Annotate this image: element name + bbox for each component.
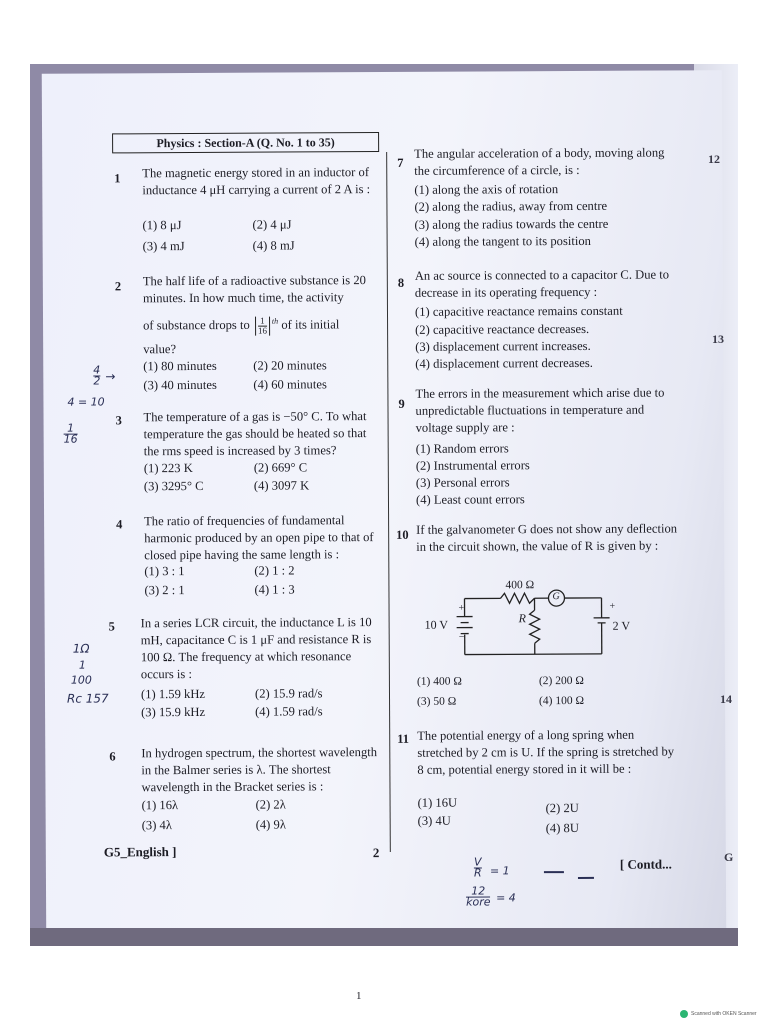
question-text: The half life of a radioactive substance is 20 minutes. In how much time, the activity	[142, 273, 366, 306]
right-battery-plus: +	[609, 600, 616, 612]
photo-bottom-edge	[30, 928, 738, 946]
handwritten-fraction: V R	[473, 855, 482, 880]
booklet-code: G5_English ]	[103, 844, 177, 860]
option: (4) Least count errors	[415, 492, 525, 507]
question-text-line: value?	[143, 342, 177, 357]
option: (1) 8 μJ	[142, 218, 182, 233]
question-number: 11	[397, 731, 410, 746]
option: (3) 3295° C	[143, 478, 204, 494]
option: (3) displacement current increases.	[415, 338, 591, 354]
adjacent-page-number: 13	[712, 332, 724, 346]
option: (2) 2U	[545, 800, 579, 816]
option: (3) 4U	[417, 813, 451, 828]
resistor-label-top: 400 Ω	[505, 579, 535, 592]
question-text: The ratio of frequencies of fundamental harmonic produced by an open pipe to that of closed pipe having the same length is :	[144, 513, 374, 563]
left-battery-plus: +	[458, 602, 465, 614]
option: (2) 20 minutes	[253, 358, 327, 373]
fraction: $\frac{1}{16}$	[255, 316, 270, 335]
handwritten-note: 1	[78, 658, 86, 672]
question-number: 6	[109, 749, 116, 764]
handwritten-note: 1Ω	[72, 641, 90, 656]
option: (3) 50 Ω	[417, 695, 457, 708]
question-text: If the galvanometer G does not show any deflection in the circuit shown, the value of R is given by :	[416, 521, 678, 554]
question-text: The potential energy of a long spring when stretched by 2 cm is U. If the spring is stretched by 8 cm, potential energy stored in it will be :	[417, 727, 675, 777]
column-divider	[386, 152, 391, 852]
left-battery-minus: −	[458, 631, 465, 643]
question-number: 2	[114, 279, 122, 294]
option: (2) Instrumental errors	[415, 458, 530, 473]
option: (4) 8 mJ	[252, 238, 295, 253]
option: (2) along the radius, away from centre	[414, 198, 608, 214]
option: (4) 9λ	[255, 817, 286, 832]
question-text: In a series LCR circuit, the inductance L is 10 mH, capacitance C is 1 μF and resistance R is 100 Ω. The frequency at which resonance occurs is :	[140, 615, 372, 682]
option: (1) capacitive reactance remains constant	[414, 303, 623, 319]
handwritten-scribble	[578, 877, 594, 879]
option: (4) 100 Ω	[539, 694, 585, 708]
handwritten-scribble	[544, 871, 564, 873]
left-battery-label: 10 V	[424, 617, 449, 632]
option: (4) displacement current decreases.	[415, 355, 593, 371]
handwritten-note: Rc 157	[66, 691, 109, 706]
question-number: 8	[397, 275, 405, 290]
handwritten-fraction: 1 16	[63, 421, 78, 446]
option: (4) 60 minutes	[253, 377, 327, 392]
question-number: 9	[398, 396, 405, 411]
option: (3) along the radius towards the centre	[414, 216, 609, 232]
resistor-label-r: R	[518, 611, 526, 626]
exam-sheet	[42, 70, 727, 939]
right-battery-label: 2 V	[612, 618, 631, 633]
option: (2) capacitive reactance decreases.	[415, 321, 590, 337]
option: (1) 3 : 1	[144, 564, 185, 579]
handwritten-note: 100	[70, 673, 92, 687]
option: (4) 8U	[545, 820, 579, 836]
question-text: In hydrogen spectrum, the shortest wavelength in the Balmer series is λ. The shortest wavelength in the Bracket series is :	[141, 745, 378, 795]
question-text: An ac source is connected to a capacitor C. Due to decrease in its operating frequency :	[414, 267, 670, 300]
option: (1) 400 Ω	[416, 675, 462, 688]
question-text: The magnetic energy stored in an inductor of inductance 4 μH carrying a current of 2 A is :	[142, 165, 371, 198]
handwritten-fraction: 12 kore	[466, 884, 491, 909]
question-number: 10	[396, 527, 409, 542]
question-text-line: of substance drops to $\frac{1}{16}$ $^{th}$ of its initial	[143, 315, 340, 336]
scanner-logo-icon	[680, 1010, 688, 1018]
scanner-watermark: Scanned with OKEN Scanner	[680, 1010, 757, 1018]
option: (1) 223 K	[143, 461, 193, 476]
option: (3) 15.9 kHz	[141, 704, 206, 720]
option: (1) 16λ	[141, 798, 179, 813]
option: (2) 669° C	[253, 460, 308, 475]
option: (1) 16U	[417, 795, 458, 810]
option: (4) along the tangent to its position	[414, 233, 591, 249]
option: (1) 1.59 kHz	[140, 686, 206, 702]
option: (4) 3097 K	[253, 478, 310, 493]
option: (3) 40 minutes	[143, 377, 217, 393]
section-header: Physics : Section-A (Q. No. 1 to 35)	[156, 135, 335, 151]
question-number: 4	[116, 517, 123, 532]
handwritten-arrow: →	[105, 369, 116, 384]
option: (3) Personal errors	[415, 475, 510, 490]
option: (1) 80 minutes	[143, 358, 217, 374]
adjacent-page-number: G	[724, 850, 734, 864]
option: (2) 1 : 2	[254, 563, 295, 578]
handwritten-fraction: 4 2	[93, 363, 101, 388]
option: (2) 200 Ω	[538, 674, 584, 688]
question-text: The angular acceleration of a body, moving along the circumference of a circle, is :	[414, 145, 665, 178]
option: (4) 1 : 3	[254, 582, 295, 597]
handwritten-note: = 4	[496, 891, 516, 905]
handwritten-note: = 1	[489, 864, 510, 878]
page-number: 2	[372, 845, 380, 861]
question-number: 3	[115, 413, 122, 428]
option: (3) 4 mJ	[142, 239, 185, 254]
handwritten-note: 4 = 10	[67, 395, 105, 409]
option: (1) along the axis of rotation	[414, 182, 559, 197]
option: (1) Random errors	[415, 441, 509, 456]
option: (2) 4 μJ	[252, 217, 292, 232]
question-text: The errors in the measurement which arise due to unpredictable fluctuations in temperature and voltage supply are :	[415, 385, 665, 435]
question-number: 1	[114, 171, 121, 186]
question-number: 5	[108, 619, 115, 634]
option: (3) 2 : 1	[144, 583, 185, 598]
adjacent-page-number: 12	[708, 152, 720, 166]
adjacent-page-number: 14	[720, 692, 732, 706]
option: (3) 4λ	[141, 818, 172, 833]
option: (2) 2λ	[255, 797, 286, 812]
option: (2) 15.9 rad/s	[254, 686, 323, 701]
scanned-photo	[30, 64, 738, 946]
question-number: 7	[397, 155, 404, 170]
section-header-box	[112, 132, 379, 153]
outer-page-number: 1	[356, 990, 362, 1002]
continued-note: [ Contd...	[619, 856, 672, 872]
galvanometer-label: G	[552, 591, 560, 603]
option: (4) 1.59 rad/s	[255, 704, 323, 719]
question-text: The temperature of a gas is −50° C. To what temperature the gas should be heated so that the rms speed is increased by 3 times?	[143, 409, 367, 459]
